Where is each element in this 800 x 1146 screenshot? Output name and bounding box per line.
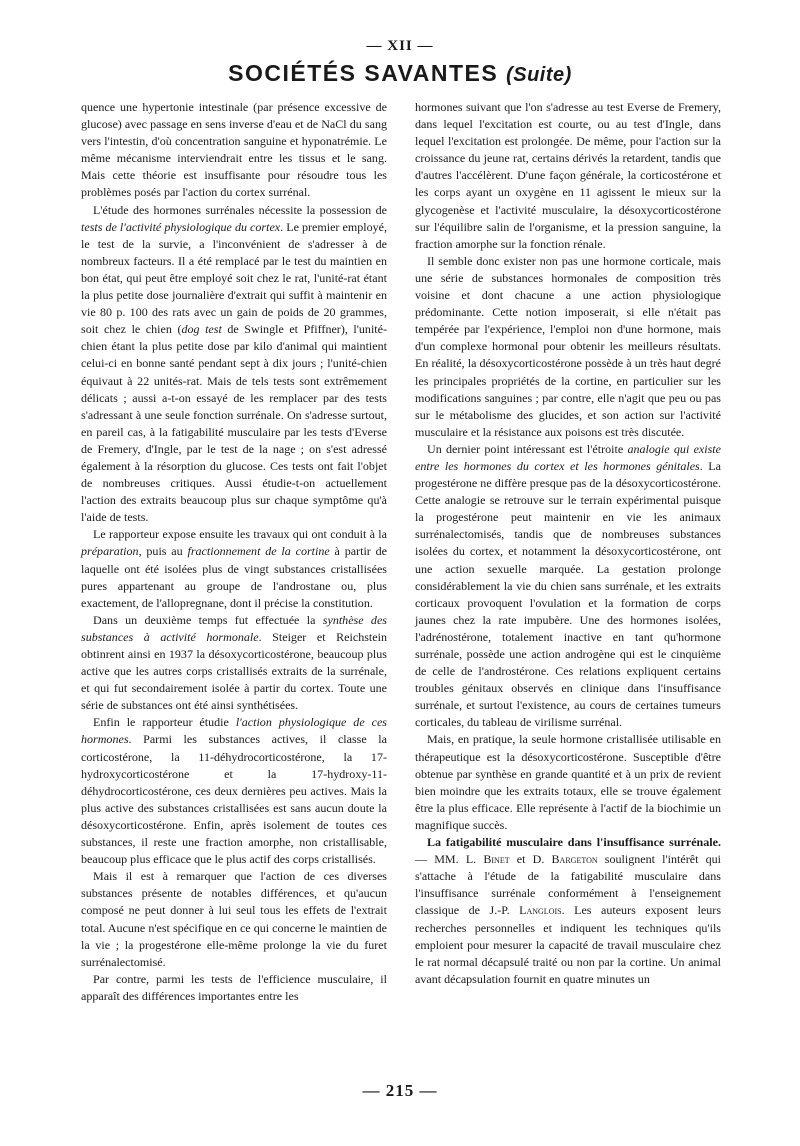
italic-phrase: dog test xyxy=(181,322,222,337)
italic-phrase: tests de l'activité physiologique du cortex xyxy=(81,219,281,234)
text-run: . Steiger et Reichstein obtinrent ainsi en 1937 la désoxycorticostérone, beaucoup plus active que les autres corps cristallisés extraits de la surrénale, et qui fut secondairement isolée à partir du cortex. Toute une série de substances ont été ainsi synthétisées. xyxy=(81,629,387,713)
text-run: Mais, en pratique, la seule hormone cristallisée utilisable en thérapeutique est la désoxycorticostérone. Susceptible d'être obtenue par synthèse en grande quantité et à un prix de revient bien moindre que les extraits totaux, elle se trouve également être la plus efficace. Elle représente à l'actif de la biochimie un magnifique succès. xyxy=(415,732,721,832)
right-column xyxy=(415,99,721,988)
author-name: D. Bargeton xyxy=(532,852,598,867)
author-name: J.-P. Langlois xyxy=(489,903,562,918)
text-run: quence une hypertonie intestinale (par présence excessive de glucose) avec passage en sens inverse d'eau et de NaCl du sang vers l'intestin, d'où concentration sanguine et hyponatrémie. Le même mécanisme interviendrait entre les tissus et le sang. Mais cette théorie est insuffisante pour résoudre tous les problèmes posés par l'action du cortex surrénal. xyxy=(81,100,387,200)
paragraph xyxy=(415,731,721,834)
italic-phrase: l'action physiologique de ces hormones xyxy=(81,715,387,747)
text-run: , puis au xyxy=(138,544,188,559)
text-run: — MM. xyxy=(415,852,466,867)
text-run: . Parmi les substances actives, il classe la corticostérone, la 11-déhydrocorticostérone, la 17-hydroxycorticostérone et la 17-hydroxy-11-déhydrocorticostérone, ces deux dernières peu actives. Mais la plus active des substances cristallisées est sans aucun doute la désoxycorticostérone. Enfin, après isolement de toutes ces substances, il reste une fraction amorphe, non cristallisable, beaucoup plus efficace que le plus actif des corps cristallisés. xyxy=(81,732,387,867)
text-run: Dans un deuxième temps fut effectuée la xyxy=(93,612,323,627)
paragraph xyxy=(81,99,387,202)
text-run: . La progestérone ne diffère presque pas de la désoxycorticostérone. Cette analogie se retrouve sur le terrain expérimental puisque la progestérone peut maintenir en vie les animaux surrénalectomisés, tandis que de nombreuses substances isolées du cortex, et notamment la désoxycorticostérone, ont une action sexuelle marquée. La gestation prolonge considérablement la vie du chien sans surrénale, et les extraits corticaux provoquent l'ovulation et la formation de corps jaunes chez la rate impubère. Une des hormones isolées, l'adrénostérone, totalement inactive en tant qu'hormone surrénale, possède une action androgène qui est le cinquième de celle de l'androstérone. Ces relations expliquent certains troubles génitaux observés en clinique dans l'insuffisance surrénale, et surtout l'existence, au cours de certaines tumeurs corticales, du tableau de virilisme surrénal. xyxy=(415,458,721,730)
text-run: . Les auteurs exposent leurs recherches personnelles et indiquent les techniques qu'ils emploient pour mesurer la capacité de travail musculaire chez le rat normal décapsulé traité ou non par la cortine. Un animal avant décapsulation fournit en quatre minutes un xyxy=(415,903,722,986)
section-title-suffix: (Suite) xyxy=(506,64,572,86)
author-name: L. Binet xyxy=(465,852,510,867)
text-run: Enfin le rapporteur étudie xyxy=(93,715,236,730)
text-run: L'étude des hormones surrénales nécessite la possession de xyxy=(93,202,387,217)
section-title-text: SOCIÉTÉS SAVANTES xyxy=(228,60,499,86)
text-run: . Le premier employé, le test de la survie, a l'inconvénient de s'adresser à de nombreux facteurs. Il a été remplacé par le test du maintien en bon état, qui peut être employé soit chez le rat, l'unité-rat étant la plus petite dose journalière d'extrait qui suffit à maintenir en vie 80 p. 100 des rats avec un gain de poids de 20 grammes, soit chez le chien ( xyxy=(81,219,387,337)
section-title xyxy=(0,60,800,87)
run-in-heading: La fatigabilité musculaire dans l'insuffisance surrénale. xyxy=(427,835,721,850)
paragraph xyxy=(81,202,387,527)
text-run: Mais il est à remarquer que l'action de ces diverses substances présente de notables différences, et qu'aucun composé ne peut donner à lui seul tous les effets de l'extrait total. Aucune n'est spécifique en ce qui concerne le maintien de la vie ; la progestérone elle-même prolonge la vie du furet surrénalectomisé. xyxy=(81,869,387,969)
text-run: soulignent l'intérêt qui s'attache à l'étude de la fatigabilité musculaire dans l'insuffisance surrénale conformément à l'enseignement classique de xyxy=(415,852,721,918)
italic-phrase: fractionnement de la cortine xyxy=(187,544,330,559)
left-column xyxy=(81,99,387,1005)
italic-phrase: synthèse des substances à activité hormonale xyxy=(81,612,387,644)
text-run: et xyxy=(509,852,533,867)
text-run: Il semble donc exister non pas une hormone corticale, mais une série de substances hormonales de composition très voisine et dont chacune a une action physiologique prédominante. Cette notion imposerait, si elle n'était pas tempérée par l'expérience, l'emploi non d'une hormone, mais d'un complexe hormonal pour obtenir les meilleurs résultats. En réalité, la désoxycorticostérone possède à un très haut degré les principales propriétés de la cortine, en particulier sur les modifications sanguines ; par contre, elle n'agit que peu ou pas sur le métabolisme des glucides, et son action sur l'activité musculaire et la résistance aux poisons est très discutée. xyxy=(415,253,721,439)
italic-phrase: préparation xyxy=(81,544,139,559)
page-folio-roman: — XII — xyxy=(366,38,434,54)
text-run: Par contre, parmi les tests de l'efficience musculaire, il apparaît des différences importantes entre les xyxy=(81,971,387,1003)
paragraph xyxy=(81,526,387,611)
italic-phrase: analogie qui existe entre les hormones du cortex et les hormones génitales xyxy=(415,441,722,473)
text-run: Un dernier point intéressant est l'étroite xyxy=(427,441,628,456)
paragraph xyxy=(415,834,721,988)
paragraph xyxy=(415,441,721,732)
paragraph xyxy=(415,99,721,253)
paragraph xyxy=(81,971,387,1005)
text-run: à partir de laquelle ont été isolées plus de vingt substances cristallisées pures appartenant au groupe de l'androstane ou, plus exactement, de l'allopregnane, dont il précise la constitution. xyxy=(81,544,387,610)
paragraph xyxy=(81,868,387,971)
text-run: Le rapporteur expose ensuite les travaux qui ont conduit à la xyxy=(93,527,387,542)
paragraph xyxy=(81,714,387,868)
page-number: — 215 — xyxy=(362,1081,438,1100)
text-run: de Swingle et Pfiffner), l'unité-chien étant la plus petite dose par kilo d'animal qui maintient celui-ci en bonne santé pendant sept à dix jours ; l'unité-chien équivaut à 22 unités-rat. Mais de tels tests sont extrêmement délicats ; aussi a-t-on essayé de les remplacer par des tests s'adressant à une seule fonction surrénale. On s'adresse surtout, en pareil cas, à la fatigabilité musculaire par les tests d'Everse de Fremery, d'Ingle, par le test de la nage ; on s'est adressé également à la résorption du glucose. Ces tests ont fait l'objet de nombreuses critiques. Aussi étudie-t-on actuellement l'action des extraits beaucoup plus sur chaque symptôme qu'à l'aide de tests. xyxy=(81,322,388,525)
paragraph xyxy=(81,612,387,715)
text-run: hormones suivant que l'on s'adresse au test Everse de Fremery, dans lequel l'excitation est courte, ou au test d'Ingle, dans lequel l'excitation est prolongée. De même, pour l'action sur la croissance du jeune rat, certains dérivés la retardent, tandis que d'autres l'accélèrent. D'une façon générale, la corticostérone et les corps ayant un oxygène en 11 agissent le mieux sur la glycogenèse et l'activité musculaire, la désoxycorticostérone sur l'équilibre salin de l'organisme, et la pression sanguine, la fraction amorphe sur la fonction rénale. xyxy=(415,100,721,251)
paragraph xyxy=(415,253,721,441)
